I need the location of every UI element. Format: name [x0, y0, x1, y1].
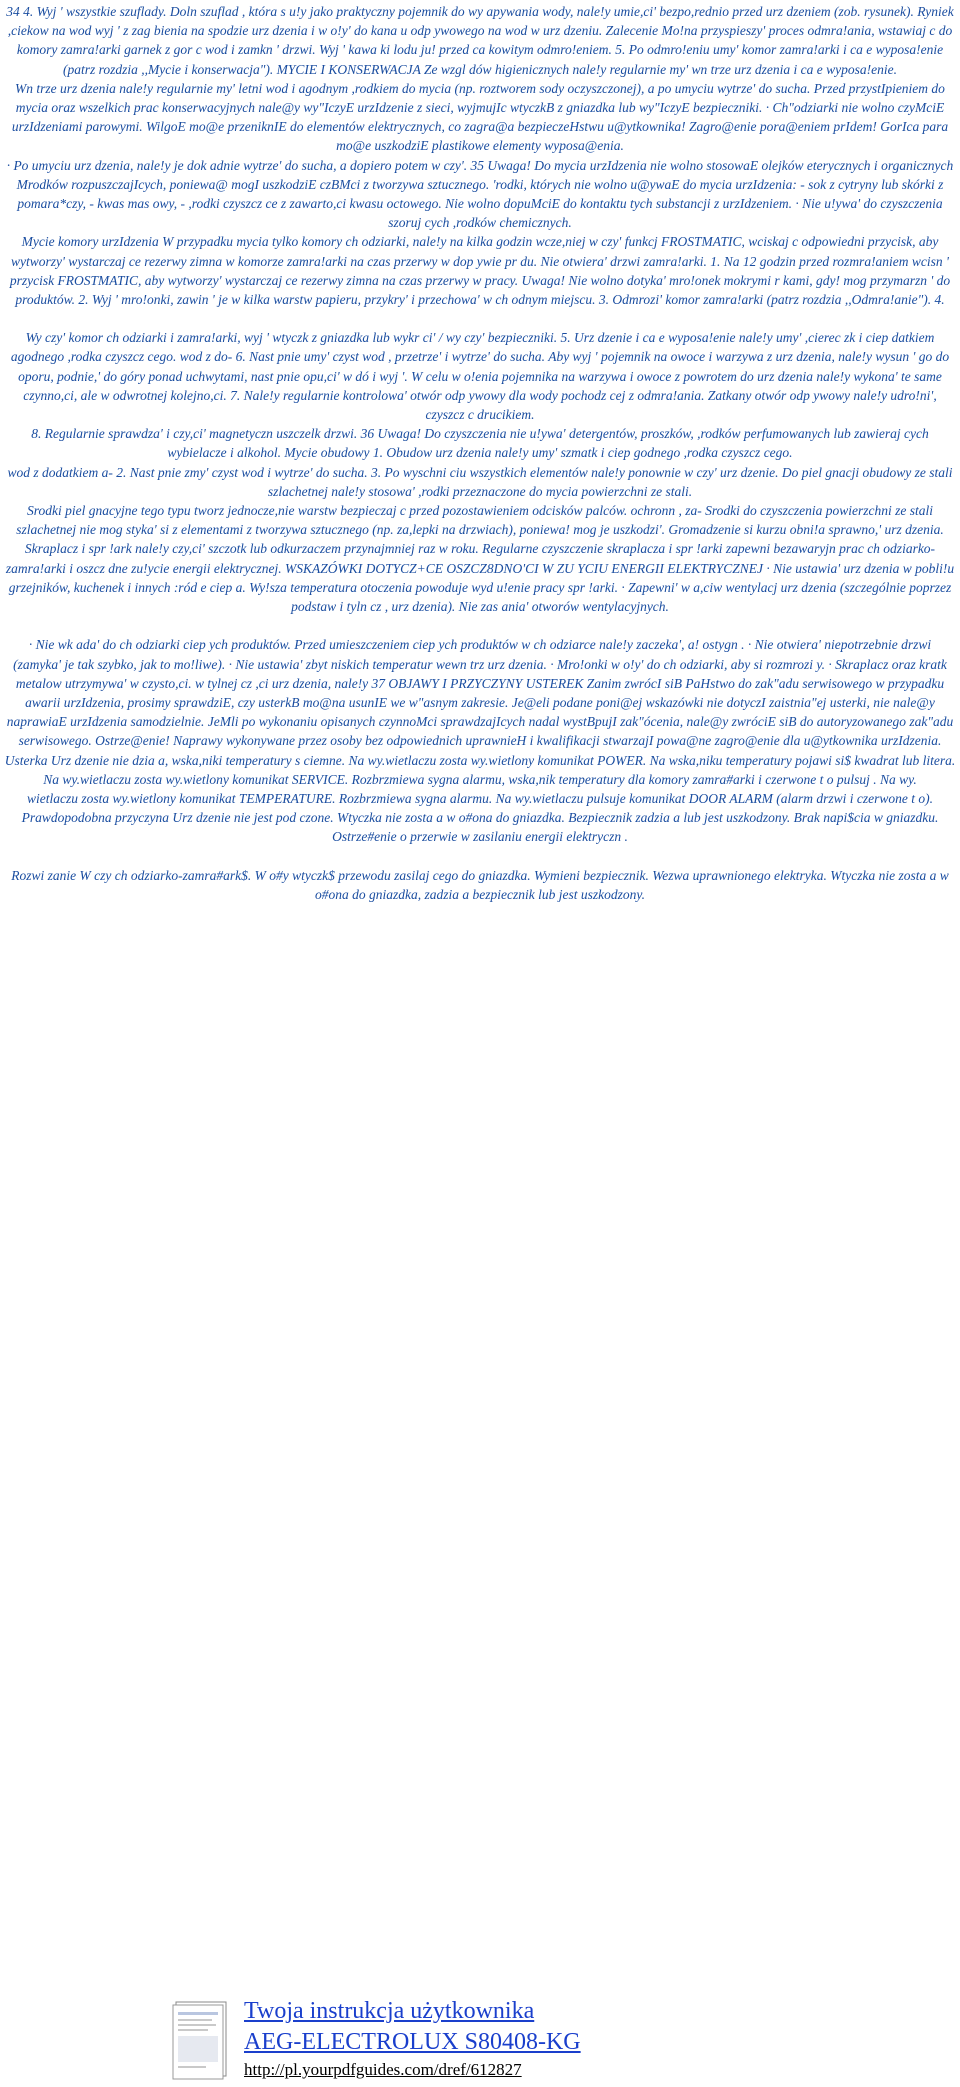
paragraph-spacer — [4, 309, 956, 328]
paragraph-door-seal: 8. Regularnie sprawdza' i czy,ci' magnetyczn uszczelk drzwi. 36 Uwaga! Do czyszczenia nie u!ywa' detergentów, proszków, ,rodków perfumowanych lub zawieraj cych wybielacze i alkohol. Mycie obudowy 1. Obudow urz dzenia nale!y umy' szmatk i ciep godnego ,rodka czyszcz cego. — [31, 426, 929, 461]
paragraph-spacer — [4, 616, 956, 635]
paragraph-spacer — [4, 847, 956, 866]
paragraph-unplug-wash: Wy czy' komor ch odziarki i zamra!arki, wyj ' wtyczk z gniazdka lub wykr ci' / wy czy' bezpieczniki. 5. Urz dzenie i ca e wyposa!enie nale!y umy' ,cierec zk i ciep datkiem agodnego ,rodka czyszcz cego. wod z do- 6. Nast pnie umy' czyst wod , przetrze' i wytrze' do sucha. Aby wyj ' pojemnik na owoce i warzywa z urz dzenia, nale!y wysun ' go do oporu, podnie,' do góry ponad uchwytami, nast pnie opu,ci' w dó i wyj '. W celu w o!enia pojemnika na warzywa i owoce z powrotem do urz dzenia nale!y wykona' te same czynno,ci, ale w odwrotnej kolejno,ci. 7. Nale!y regularnie kontrolowa' otwór odp ywowy dla wody pochodz cej z odmra!ania. Zatkany otwór odp ywowy nale!y udro!ni', czyszcz c drucikiem. — [10, 330, 950, 423]
manual-url-link[interactable]: http://pl.yourpdfguides.com/dref/612827 — [244, 2060, 522, 2079]
manual-title-link[interactable]: Twoja instrukcja użytkownika — [244, 1998, 535, 2024]
paragraph-energy-saving: Srodki piel gnacyjne tego typu tworz jednocze,nie warstw bezpieczaj c przed pozostawieniem odcisków palców. ochronn , za- Srodki do czyszczenia powierzchni ze stali szlachetnej nie mog styka' si z elementami z tworzywa sztucznego (np. za,lepki na drzwiach), poniewa! mog je uszkodzi'. Gromadzenie si kurzu obni!a sprawno,' urz dzenia. Skraplacz i spr !ark nale!y czy,ci' szczotk lub odkurzaczem przynajmniej raz w roku. Regularne czyszczenie skraplacza i spr !arki zapewni bezawaryjn prac ch odziarko-zamra!arki i oszcz dne zu!ycie energii elektrycznej. WSKAZÓWKI DOTYCZ+CE OSZCZ8DNO'CI W ZU YCIU ENERGII ELEKTRYCZNEJ · Nie ustawia' urz dzenia w pobli!u grzejników, kuchenek i innych :ród e ciep a. Wy!sza temperatura otoczenia powoduje wyd u!enie pracy spr !arki. · Zapewni' w a,ciw wentylacj urz dzenia (szczególnie poprzez podstaw i tyln cz , urz dzenia). Nie zas ania' otworów wentylacyjnych. — [5, 503, 955, 615]
manual-text-body — [0, 0, 960, 904]
product-model-link[interactable]: AEG-ELECTROLUX S80408-KG — [244, 2029, 581, 2055]
paragraph-fault-service: Na wy.wietlaczu zosta wy.wietlony komunikat SERVICE. Rozbrzmiewa sygna alarmu, wska,nik temperatury dla komory zamra#arki i czerwone t o pulsuj . Na wy. — [43, 771, 917, 787]
paragraph-solution: Rozwi zanie W czy ch odziarko-zamra#ark$. W o#y wtyczk$ przewodu zasilaj cego do gniazdka. Wymieni bezpiecznik. Wezwa uprawnionego elektryka. Wtyczka nie zosta a w o#ona do gniazdka, zadzia a bezpiecznik lub jest uszkodzony. — [11, 867, 949, 902]
paragraph-fault-power: Usterka Urz dzenie nie dzia a, wska,niki temperatury s ciemne. Na wy.wietlaczu zosta wy.wietlony komunikat POWER. Na wska,niku temperatury pojawi si$ kwadrat lub litera. — [4, 752, 956, 768]
footer-banner — [0, 1000, 960, 2079]
paragraph-defrosting: 34 4. Wyj ' wszystkie szuflady. Doln szuflad , która s u!y jako praktyczny pojemnik do wy apywania wody, nale!y umie,ci' bezpo,rednio przed urz dzeniem (zob. rysunek). Ryniek ,ciekow na wod wyj ' z zag bienia na spodzie urz dzenia i w o!y' do kana u odp ywowego na wod w urz dzeniu. Zalecenie Mo!na przyspieszy' proces odmra!ania, wstawiaj c do komory zamra!arki garnek z gor c wod i zamkn ' drzwi. Wyj ' kawa ki lodu ju! przed ca kowitym odmro!eniem. 5. Po odmro!eniu umy' komor zamra!arki i ca e wyposa!enie (patrz rozdzia ,,Mycie i konserwacja"). MYCIE I KONSERWACJA Ze wzgl dów higienicznych nale!y regularnie my' wn trze urz dzenia i ca e wyposa!enie. — [6, 4, 954, 77]
manual-cover-thumbnail[interactable] — [172, 2000, 232, 2082]
paragraph-cleaning-compartment: Mycie komory urzIdzenia W przypadku mycia tylko komory ch odziarki, nale!y na kilka godzin wcze,niej w czy' funkcj FROSTMATIC, wciskaj c odpowiedni przycisk, aby wytworzy' wystarczaj ce rezerwy zimna w komorze zamra!arki na czas przerwy w dop ywie pr du. Nie otwiera' drzwi zamra!arki. 1. Na 12 godzin przed rozmra!aniem wcisn ' przycisk FROSTMATIC, aby wytworzy' wystarczaj ce rezerwy zimna na czas przerwy w pracy. Uwaga! Nie wolno dotyka' mro!onek mokrymi r kami, gdy! mog przymarzn ' do produktów. 2. Wyj ' mro!onki, zawin ' je w kilka warstw papieru, przykry' i przechowa' w ch odnym miejscu. 3. Odmrozi' komor zamra!arki (patrz rozdzia ,,Odmra!anie"). 4. — [9, 234, 951, 308]
manual-cover-icon — [172, 2000, 232, 2082]
paragraph-fault-temperature: wietlaczu zosta wy.wietlony komunikat TEMPERATURE. Rozbrzmiewa sygna alarmu. Na wy.wietlaczu pulsuje komunikat DOOR ALARM (alarm drzwi i czerwone t o). Prawdopodobna przyczyna Urz dzenie nie jest pod czone. Wtyczka nie zosta a w o#ona do gniazdka. Bezpiecznik zadzia a lub jest uszkodzony. Brak napi$cia w gniazdku. Ostrze#enie o przerwie w zasilaniu energii elektryczn . — [21, 790, 939, 845]
paragraph-after-cleaning: · Po umyciu urz dzenia, nale!y je dok adnie wytrze' do sucha, a dopiero potem w czy'. 35 Uwaga! Do mycia urzIdzenia nie wolno stosowaE olejków eterycznych i organicznych Mrodków rozpuszczajIcych, poniewa@ mogI uszkodziE czBMci z tworzywa sztucznego. 'rodki, których nie wolno u@ywaE do mycia urzIdzenia: - sok z cytryny lub skórki z pomara*czy, - kwas mas owy, - ,rodki czyszcz ce z zawarto,ci kwasu octowego. Nie wolno dopuMciE do kontaktu tych substancji z urzIdzeniem. · Nie u!ywa' do czyszczenia szoruj cych ,rodków chemicznych. — [6, 157, 954, 231]
paragraph-housing: wod z dodatkiem a- 2. Nast pnie zmy' czyst wod i wytrze' do sucha. 3. Po wyschni ciu wszystkich elementów nale!y ponownie w czy' urz dzenie. Do piel gnacji obudowy ze stali szlachetnej nale!y stosowa' ,rodki przeznaczone do mycia powierzchni ze stali. — [7, 464, 953, 499]
paragraph-cleaning-interior: Wn trze urz dzenia nale!y regularnie my' letni wod i agodnym ,rodkiem do mycia (np. roztworem sody oczyszczonej), a po umyciu wytrze' do sucha. Przed przystIpieniem do mycia oraz wszelkich prac konserwacyjnych nale@y wy"IczyE urzIdzenie z sieci, wyjmujIc wtyczkB z gniazdka lub wy"IczyE bezpieczniki. · Ch"odziarki nie wolno czyMciE urzIdzeniami parowymi. WilgoE mo@e przeniknIE do elementów elektrycznych, co zagra@a bezpieczeHstwu u@ytkownika! Zagro@enie pora@eniem prIdem! GorIca para mo@e uszkodziE plastikowe elementy wyposa@enia. — [11, 80, 949, 154]
footer-links — [244, 1996, 581, 2082]
paragraph-troubleshooting: · Nie wk ada' do ch odziarki ciep ych produktów. Przed umieszczeniem ciep ych produktów w ch odziarce nale!y zaczeka', a! ostygn . · Nie otwiera' niepotrzebnie drzwi (zamyka' je tak szybko, jak to mo!liwe). · Nie ustawia' zbyt niskich temperatur wewn trz urz dzenia. · Mro!onki w o!y' do ch odziarki, aby si rozmrozi y. · Skraplacz oraz kratk metalow utrzymywa' w czysto,ci. w tylnej cz ,ci urz dzenia, nale!y 37 OBJAWY I PRZYCZYNY USTEREK Zanim zwrócI siB PaHstwo do zak"adu serwisowego w przypadku awarii urzIdzenia, prosimy sprawdziE, czy usterkB mo@na usunIE we w"asnym zakresie. Je@eli podane poni@ej wskazówki nie dotyczI zaistnia"ej usterki, nie nale@y naprawiaE urzIdzenia samodzielnie. JeMli po wykonaniu opisanych czynnoMci sprawdzajIcych nadal wystBpujI zak"ócenia, nale@y zwróciE siB do autoryzowanego zak"adu serwisowego. Ostrze@enie! Naprawy wykonywane przez osoby bez odpowiednich uprawnieH i kwalifikacji stwarzajI powa@ne zagro@enie dla u@ytkownika urzIdzenia. — [6, 637, 954, 749]
